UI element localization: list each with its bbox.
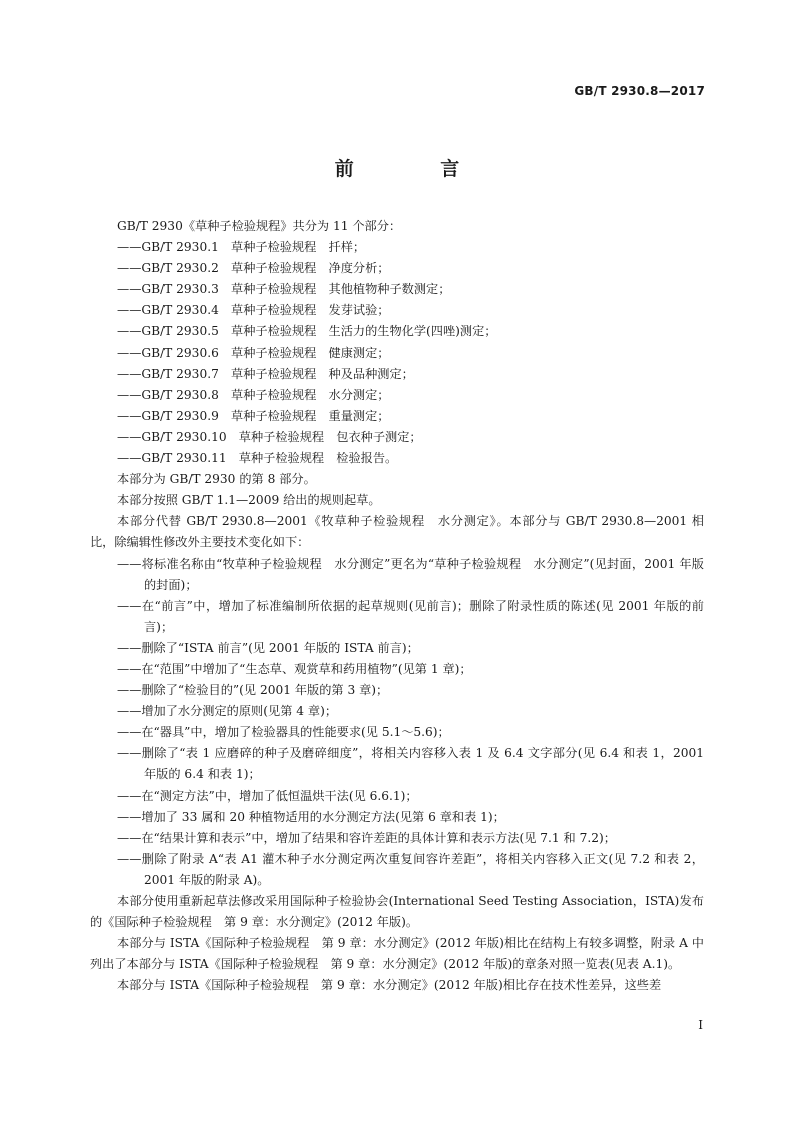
list-item: ——GB/T 2930.11 草种子检验规程 检验报告。: [117, 451, 398, 466]
list-item: ——GB/T 2930.8 草种子检验规程 水分测定；: [117, 387, 390, 402]
standard-code: GB/T 2930.8—2017: [574, 84, 705, 98]
list-item: ——在“范围”中增加了“生态草、观赏草和药用植物”(见第 1 章)；: [117, 661, 472, 676]
list-item: ——GB/T 2930.9 草种子检验规程 重量测定；: [117, 408, 390, 423]
paragraph: 本部分为 GB/T 2930 的第 8 部分。: [117, 472, 316, 487]
page-number: I: [698, 1018, 703, 1032]
paragraph: 本部分与 ISTA《国际种子检验规程 第 9 章：水分测定》(2012 年版)相比在结构上有较多调整，附录 A 中列出了本部分与 ISTA《国际种子检验规程 第 9 章：水分测定》(2012 年版)的章条对照一览表(见表 A.1)。: [90, 936, 704, 972]
list-item: ——删除了“表 1 应磨碎的种子及磨碎细度”，将相关内容移入表 1 及 6.4 文字部分(见 6.4 和表 1，2001 年版的 6.4 和表 1)；: [117, 746, 704, 782]
list-item: ——GB/T 2930.5 草种子检验规程 生活力的生物化学(四唑)测定；: [117, 324, 497, 339]
list-item: ——GB/T 2930.6 草种子检验规程 健康测定；: [117, 345, 390, 360]
paragraph: GB/T 2930《草种子检验规程》共分为 11 个部分：: [117, 219, 402, 233]
list-item: ——在“测定方法”中，增加了低恒温烘干法(见 6.6.1)；: [117, 788, 418, 803]
list-item: ——删除了附录 A“表 A1 灌木种子水分测定两次重复间容许差距”，将相关内容移入正文(见 7.2 和表 2，2001 年版的附录 A)。: [117, 851, 704, 887]
list-item: ——GB/T 2930.2 草种子检验规程 净度分析；: [117, 261, 390, 276]
paragraph: 本部分按照 GB/T 1.1—2009 给出的规则起草。: [117, 493, 381, 508]
page-title: 前 言: [334, 158, 500, 180]
paragraph: 本部分与 ISTA《国际种子检验规程 第 9 章：水分测定》(2012 年版)相比存在技术性差异，这些差: [117, 978, 662, 993]
list-item: ——在“器具”中，增加了检验器具的性能要求(见 5.1～5.6)；: [117, 725, 450, 740]
list-item: ——GB/T 2930.1 草种子检验规程 扦样；: [117, 240, 366, 255]
list-item: ——在“前言”中，增加了标准编制所依据的起草规则(见前言)；删除了附录性质的陈述(见 2001 年版的前言)；: [117, 598, 704, 634]
paragraph: 本部分代替 GB/T 2930.8—2001《牧草种子检验规程 水分测定》。本部分与 GB/T 2930.8—2001 相比，除编辑性修改外主要技术变化如下：: [90, 514, 704, 550]
list-item: ——GB/T 2930.3 草种子检验规程 其他植物种子数测定；: [117, 282, 451, 297]
list-item: ——将标准名称由“牧草种子检验规程 水分测定”更名为“草种子检验规程 水分测定”(见封面，2001 年版的封面)；: [117, 556, 704, 592]
list-item: ——增加了水分测定的原则(见第 4 章)；: [117, 704, 338, 719]
paragraph: 本部分使用重新起草法修改采用国际种子检验协会(International Seed Testing Association，ISTA)发布的《国际种子检验规程 第 9 章：水分测定》(2012 年版)。: [90, 894, 704, 930]
preface-body: [90, 216, 704, 996]
list-item: ——GB/T 2930.7 草种子检验规程 种及品种测定；: [117, 366, 414, 381]
list-item: ——在“结果计算和表示”中，增加了结果和容许差距的具体计算和表示方法(见 7.1 和 7.2)；: [117, 830, 616, 845]
list-item: ——GB/T 2930.10 草种子检验规程 包衣种子测定；: [117, 429, 422, 444]
list-item: ——删除了“检验目的”(见 2001 年版的第 3 章)；: [117, 683, 389, 698]
list-item: ——GB/T 2930.4 草种子检验规程 发芽试验；: [117, 303, 390, 318]
list-item: ——增加了 33 属和 20 种植物适用的水分测定方法(见第 6 章和表 1)；: [117, 809, 505, 824]
list-item: ——删除了“ISTA 前言”(见 2001 年版的 ISTA 前言)；: [117, 640, 419, 655]
